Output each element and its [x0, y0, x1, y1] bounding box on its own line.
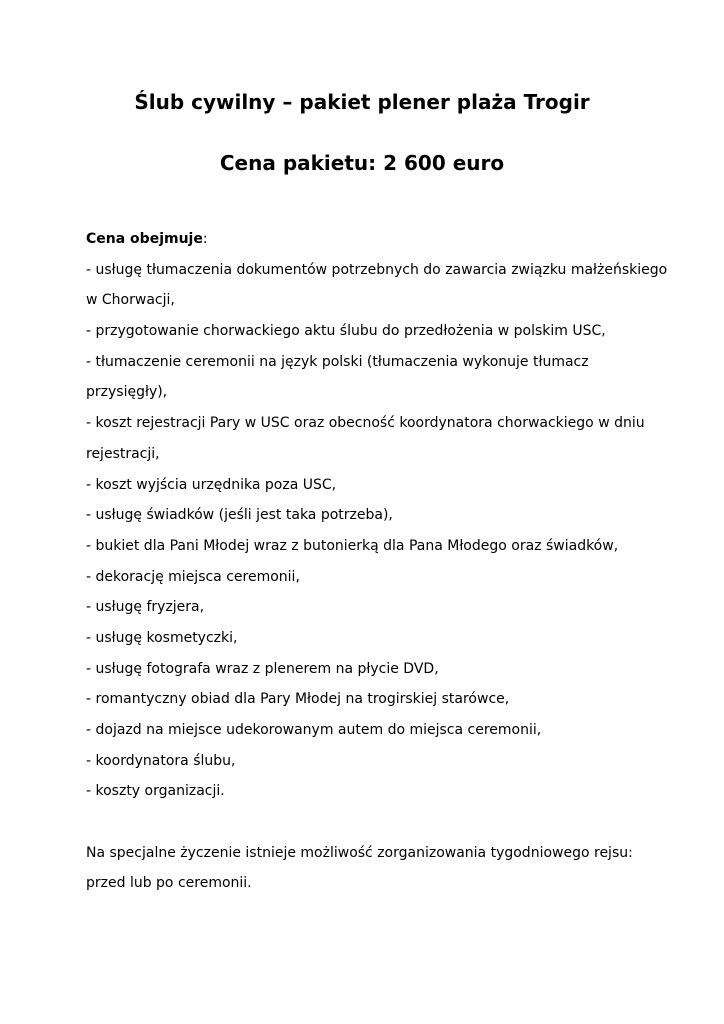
list-item: - dekorację miejsca ceremonii, — [86, 568, 300, 585]
list-item: - koszt rejestracji Pary w USC oraz obecność koordynatora chorwackiego w dniu — [86, 415, 645, 432]
list-item: - koszty organizacji. — [86, 783, 225, 800]
document-body — [86, 224, 668, 899]
paragraph-gap — [86, 807, 646, 838]
document-title: Ślub cywilny – pakiet plener plaża Trogir — [134, 90, 590, 114]
list-item: - usługę fryzjera, — [86, 599, 205, 616]
list-item: - usługę tłumaczenia dokumentów potrzebnych do zawarcia związku małżeńskiego — [86, 261, 668, 278]
list-item: w Chorwacji, — [86, 292, 175, 309]
includes-heading — [86, 224, 646, 255]
footer-note-line: przed lub po ceremonii. — [86, 875, 252, 892]
package-price: Cena pakietu: 2 600 euro — [219, 151, 505, 175]
list-item: - tłumaczenie ceremonii na język polski (tłumaczenia wykonuje tłumacz — [86, 353, 589, 370]
includes-colon: : — [202, 231, 208, 247]
list-item: - usługę świadków (jeśli jest taka potrzeba), — [86, 507, 393, 524]
footer-note-line: Na specjalne życzenie istnieje możliwość zorganizowania tygodniowego rejsu: — [86, 844, 633, 861]
list-item: - usługę fotografa wraz z plenerem na płycie DVD, — [86, 660, 439, 677]
list-item: przysięgły), — [86, 384, 168, 401]
list-item: - dojazd na miejsce udekorowanym autem do miejsca ceremonii, — [86, 722, 542, 738]
includes-label: Cena obejmuje — [86, 231, 203, 247]
list-item: - usługę kosmetyczki, — [86, 629, 238, 646]
list-item: rejestracji, — [86, 445, 160, 462]
list-item: - koszt wyjścia urzędnika poza USC, — [86, 476, 337, 493]
list-item: - przygotowanie chorwackiego aktu ślubu do przedłożenia w polskim USC, — [86, 323, 606, 340]
list-item: - romantyczny obiad dla Pary Młodej na trogirskiej starówce, — [86, 691, 510, 708]
list-item: - koordynatora ślubu, — [86, 752, 236, 769]
list-item: - bukiet dla Pani Młodej wraz z butonierką dla Pana Młodego oraz świadków, — [86, 537, 619, 554]
